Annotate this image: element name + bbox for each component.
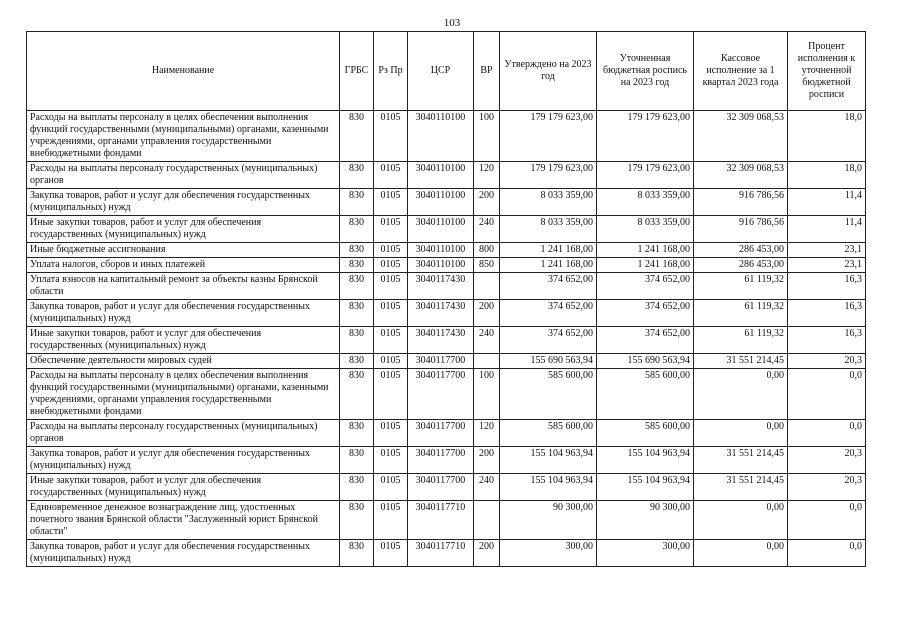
grbs-cell: 830 [340, 354, 374, 369]
vr-cell: 120 [474, 162, 500, 189]
grbs-cell: 830 [340, 474, 374, 501]
refined-cell: 374 652,00 [597, 327, 694, 354]
approved-cell: 8 033 359,00 [500, 189, 597, 216]
cash-cell: 0,00 [694, 369, 788, 420]
cash-cell: 31 551 214,45 [694, 354, 788, 369]
vr-cell: 200 [474, 300, 500, 327]
header-refined: Уточненная бюджетная роспись на 2023 год [597, 32, 694, 111]
header-rzpr: Рз Пр [374, 32, 408, 111]
percent-cell: 0,0 [788, 540, 866, 567]
vr-cell [474, 501, 500, 540]
rzpr-cell: 0105 [374, 420, 408, 447]
refined-cell: 90 300,00 [597, 501, 694, 540]
table-row [27, 243, 866, 258]
csr-cell: 3040117430 [408, 327, 474, 354]
percent-cell: 16,3 [788, 273, 866, 300]
percent-cell: 0,0 [788, 420, 866, 447]
approved-cell: 1 241 168,00 [500, 243, 597, 258]
table-row [27, 474, 866, 501]
csr-cell: 3040117430 [408, 273, 474, 300]
approved-cell: 155 690 563,94 [500, 354, 597, 369]
cash-cell: 0,00 [694, 501, 788, 540]
table-row [27, 273, 866, 300]
vr-cell: 240 [474, 474, 500, 501]
csr-cell: 3040117430 [408, 300, 474, 327]
header-approved: Утверждено на 2023 год [500, 32, 597, 111]
grbs-cell: 830 [340, 327, 374, 354]
grbs-cell: 830 [340, 162, 374, 189]
table-body [27, 111, 866, 567]
refined-cell: 155 690 563,94 [597, 354, 694, 369]
rzpr-cell: 0105 [374, 354, 408, 369]
csr-cell: 3040110100 [408, 216, 474, 243]
table-row [27, 216, 866, 243]
cash-cell: 916 786,56 [694, 189, 788, 216]
header-name: Наименование [27, 32, 340, 111]
refined-cell: 179 179 623,00 [597, 111, 694, 162]
refined-cell: 374 652,00 [597, 300, 694, 327]
refined-cell: 155 104 963,94 [597, 474, 694, 501]
name-cell: Уплата взносов на капитальный ремонт за объекты казны Брянской области [27, 273, 340, 300]
table-row [27, 501, 866, 540]
cash-cell: 916 786,56 [694, 216, 788, 243]
budget-execution-table [26, 31, 866, 567]
csr-cell: 3040110100 [408, 111, 474, 162]
name-cell: Закупка товаров, работ и услуг для обеспечения государственных (муниципальных) нужд [27, 300, 340, 327]
vr-cell: 240 [474, 327, 500, 354]
cash-cell: 61 119,32 [694, 300, 788, 327]
grbs-cell: 830 [340, 300, 374, 327]
name-cell: Иные закупки товаров, работ и услуг для обеспечения государственных (муниципальных) нужд [27, 216, 340, 243]
csr-cell: 3040117710 [408, 540, 474, 567]
refined-cell: 374 652,00 [597, 273, 694, 300]
table-row [27, 540, 866, 567]
header-grbs: ГРБС [340, 32, 374, 111]
vr-cell [474, 354, 500, 369]
name-cell: Расходы на выплаты персоналу государственных (муниципальных) органов [27, 420, 340, 447]
vr-cell: 200 [474, 540, 500, 567]
header-percent: Процент исполнения к уточненной бюджетной росписи [788, 32, 866, 111]
grbs-cell: 830 [340, 111, 374, 162]
rzpr-cell: 0105 [374, 501, 408, 540]
table-row [27, 420, 866, 447]
rzpr-cell: 0105 [374, 474, 408, 501]
rzpr-cell: 0105 [374, 300, 408, 327]
grbs-cell: 830 [340, 216, 374, 243]
cash-cell: 0,00 [694, 420, 788, 447]
rzpr-cell: 0105 [374, 447, 408, 474]
grbs-cell: 830 [340, 369, 374, 420]
approved-cell: 8 033 359,00 [500, 216, 597, 243]
cash-cell: 286 453,00 [694, 258, 788, 273]
approved-cell: 374 652,00 [500, 300, 597, 327]
table-row [27, 300, 866, 327]
vr-cell [474, 273, 500, 300]
name-cell: Единовременное денежное вознаграждение лиц, удостоенных почетного звания Брянской области "Заслуженный юрист Брянской области" [27, 501, 340, 540]
percent-cell: 0,0 [788, 369, 866, 420]
approved-cell: 179 179 623,00 [500, 162, 597, 189]
rzpr-cell: 0105 [374, 189, 408, 216]
approved-cell: 300,00 [500, 540, 597, 567]
cash-cell: 31 551 214,45 [694, 474, 788, 501]
grbs-cell: 830 [340, 540, 374, 567]
name-cell: Расходы на выплаты персоналу государственных (муниципальных) органов [27, 162, 340, 189]
csr-cell: 3040110100 [408, 243, 474, 258]
table-row [27, 258, 866, 273]
approved-cell: 374 652,00 [500, 273, 597, 300]
name-cell: Иные закупки товаров, работ и услуг для обеспечения государственных (муниципальных) нужд [27, 474, 340, 501]
grbs-cell: 830 [340, 258, 374, 273]
vr-cell: 200 [474, 447, 500, 474]
cash-cell: 32 309 068,53 [694, 111, 788, 162]
rzpr-cell: 0105 [374, 216, 408, 243]
rzpr-cell: 0105 [374, 258, 408, 273]
rzpr-cell: 0105 [374, 369, 408, 420]
approved-cell: 179 179 623,00 [500, 111, 597, 162]
table-header-row [27, 32, 866, 111]
cash-cell: 31 551 214,45 [694, 447, 788, 474]
grbs-cell: 830 [340, 420, 374, 447]
csr-cell: 3040117700 [408, 369, 474, 420]
cash-cell: 286 453,00 [694, 243, 788, 258]
cash-cell: 0,00 [694, 540, 788, 567]
name-cell: Иные закупки товаров, работ и услуг для обеспечения государственных (муниципальных) нужд [27, 327, 340, 354]
csr-cell: 3040117700 [408, 474, 474, 501]
cash-cell: 61 119,32 [694, 327, 788, 354]
approved-cell: 1 241 168,00 [500, 258, 597, 273]
table-row [27, 369, 866, 420]
refined-cell: 1 241 168,00 [597, 258, 694, 273]
rzpr-cell: 0105 [374, 243, 408, 258]
percent-cell: 23,1 [788, 243, 866, 258]
approved-cell: 585 600,00 [500, 420, 597, 447]
percent-cell: 18,0 [788, 111, 866, 162]
refined-cell: 8 033 359,00 [597, 216, 694, 243]
vr-cell: 800 [474, 243, 500, 258]
percent-cell: 11,4 [788, 216, 866, 243]
rzpr-cell: 0105 [374, 162, 408, 189]
header-vr: ВР [474, 32, 500, 111]
name-cell: Закупка товаров, работ и услуг для обеспечения государственных (муниципальных) нужд [27, 540, 340, 567]
table-row [27, 189, 866, 216]
table-row [27, 111, 866, 162]
approved-cell: 155 104 963,94 [500, 474, 597, 501]
table-row [27, 327, 866, 354]
percent-cell: 16,3 [788, 300, 866, 327]
percent-cell: 20,3 [788, 447, 866, 474]
refined-cell: 155 104 963,94 [597, 447, 694, 474]
percent-cell: 11,4 [788, 189, 866, 216]
refined-cell: 8 033 359,00 [597, 189, 694, 216]
csr-cell: 3040117700 [408, 447, 474, 474]
cash-cell: 61 119,32 [694, 273, 788, 300]
csr-cell: 3040117700 [408, 420, 474, 447]
percent-cell: 16,3 [788, 327, 866, 354]
name-cell: Иные бюджетные ассигнования [27, 243, 340, 258]
percent-cell: 0,0 [788, 501, 866, 540]
vr-cell: 100 [474, 111, 500, 162]
vr-cell: 850 [474, 258, 500, 273]
table-row [27, 447, 866, 474]
grbs-cell: 830 [340, 447, 374, 474]
name-cell: Обеспечение деятельности мировых судей [27, 354, 340, 369]
percent-cell: 20,3 [788, 354, 866, 369]
page-number: 103 [443, 17, 461, 29]
grbs-cell: 830 [340, 501, 374, 540]
refined-cell: 300,00 [597, 540, 694, 567]
refined-cell: 179 179 623,00 [597, 162, 694, 189]
approved-cell: 585 600,00 [500, 369, 597, 420]
vr-cell: 100 [474, 369, 500, 420]
name-cell: Закупка товаров, работ и услуг для обеспечения государственных (муниципальных) нужд [27, 447, 340, 474]
approved-cell: 90 300,00 [500, 501, 597, 540]
approved-cell: 374 652,00 [500, 327, 597, 354]
rzpr-cell: 0105 [374, 111, 408, 162]
vr-cell: 200 [474, 189, 500, 216]
percent-cell: 20,3 [788, 474, 866, 501]
name-cell: Расходы на выплаты персоналу в целях обеспечения выполнения функций государственными (муниципальными) органами, казенными учреждениями, органами управления государственными внебюджетными фондами [27, 369, 340, 420]
csr-cell: 3040117700 [408, 354, 474, 369]
table-row [27, 162, 866, 189]
refined-cell: 1 241 168,00 [597, 243, 694, 258]
header-cash: Кассовое исполнение за 1 квартал 2023 года [694, 32, 788, 111]
grbs-cell: 830 [340, 273, 374, 300]
table-row [27, 354, 866, 369]
rzpr-cell: 0105 [374, 273, 408, 300]
csr-cell: 3040110100 [408, 258, 474, 273]
vr-cell: 120 [474, 420, 500, 447]
grbs-cell: 830 [340, 243, 374, 258]
name-cell: Расходы на выплаты персоналу в целях обеспечения выполнения функций государственными (муниципальными) органами, казенными учреждениями, органами управления государственными внебюджетными фондами [27, 111, 340, 162]
header-csr: ЦСР [408, 32, 474, 111]
percent-cell: 23,1 [788, 258, 866, 273]
refined-cell: 585 600,00 [597, 420, 694, 447]
refined-cell: 585 600,00 [597, 369, 694, 420]
name-cell: Закупка товаров, работ и услуг для обеспечения государственных (муниципальных) нужд [27, 189, 340, 216]
cash-cell: 32 309 068,53 [694, 162, 788, 189]
approved-cell: 155 104 963,94 [500, 447, 597, 474]
percent-cell: 18,0 [788, 162, 866, 189]
csr-cell: 3040117710 [408, 501, 474, 540]
csr-cell: 3040110100 [408, 189, 474, 216]
grbs-cell: 830 [340, 189, 374, 216]
name-cell: Уплата налогов, сборов и иных платежей [27, 258, 340, 273]
rzpr-cell: 0105 [374, 327, 408, 354]
csr-cell: 3040110100 [408, 162, 474, 189]
vr-cell: 240 [474, 216, 500, 243]
rzpr-cell: 0105 [374, 540, 408, 567]
